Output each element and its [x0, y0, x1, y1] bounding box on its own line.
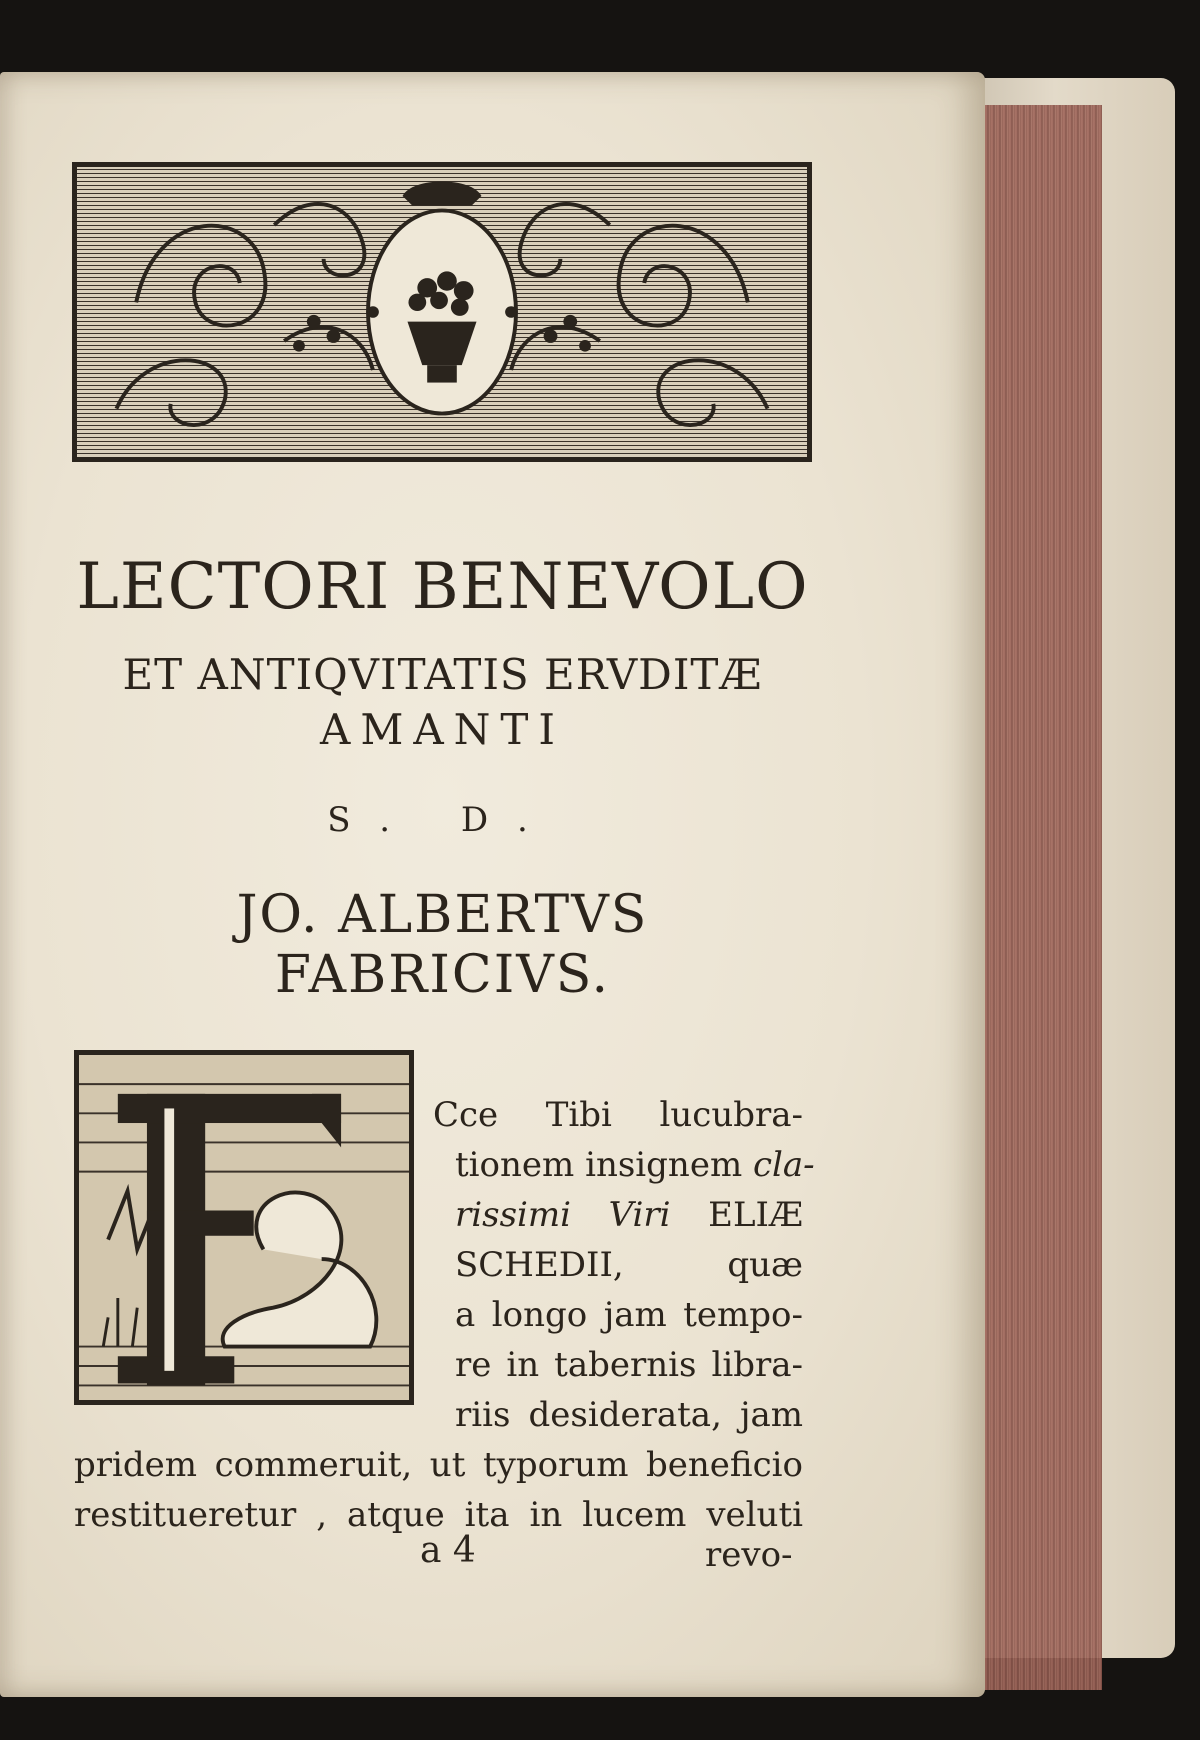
- decorated-initial-e: [74, 1050, 414, 1405]
- body-line-9: restitueretur , atque ita in lucem veluti: [74, 1495, 803, 1535]
- page-edges: [972, 105, 1102, 1690]
- body-line-2-text: tionem insignem: [455, 1145, 753, 1185]
- salutation: S. D.: [327, 800, 558, 840]
- body-line-4: SCHEDII, quæ: [455, 1245, 803, 1285]
- body-line-3: [455, 1195, 803, 1235]
- heading-line-3: AMANTI: [319, 705, 566, 754]
- author-name: JO. ALBERTVS FABRICIVS.: [236, 885, 649, 1005]
- heading-line-2: ET ANTIQVITATIS ERVDITÆ: [122, 650, 763, 699]
- body-line-6: re in tabernis libra-: [455, 1345, 803, 1385]
- heading-line-1: LECTORI BENEVOLO: [76, 550, 809, 624]
- body-line-3-name: ELIÆ: [708, 1195, 803, 1235]
- catchword: revo-: [705, 1535, 793, 1575]
- body-line-8: pridem commeruit, ut typorum beneficio: [74, 1445, 803, 1485]
- body-line-1: Cce Tibi lucubra-: [433, 1095, 803, 1135]
- body-line-2-italic: cla-: [753, 1145, 815, 1185]
- body-line-3-italic: rissimi Viri: [455, 1195, 709, 1235]
- body-line-5: a longo jam tempo-: [455, 1295, 803, 1335]
- headpiece-ornament: [72, 162, 812, 462]
- body-line-2: [455, 1145, 815, 1185]
- signature-mark: a 4: [420, 1530, 476, 1571]
- body-line-7: riis desiderata, jam: [455, 1395, 803, 1435]
